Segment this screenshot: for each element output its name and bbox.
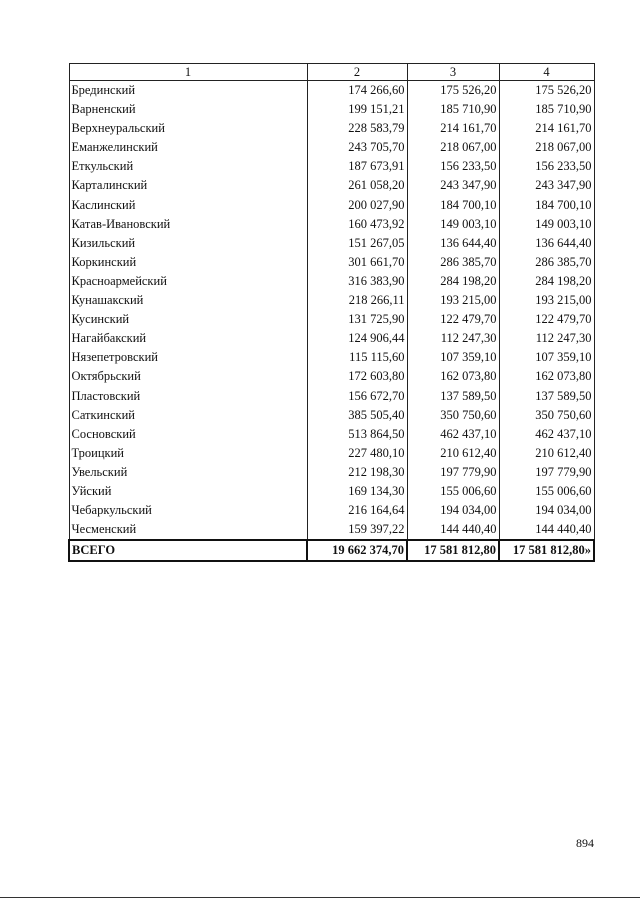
table-row xyxy=(69,482,594,501)
table-row xyxy=(69,387,594,406)
value-col-4-cell: 193 215,00 xyxy=(499,291,594,310)
value-col-4-cell: 137 589,50 xyxy=(499,387,594,406)
region-name-cell: Кусинский xyxy=(69,310,307,329)
value-col-2-cell: 513 864,50 xyxy=(307,425,407,444)
region-name-cell: Варненский xyxy=(69,100,307,119)
value-col-3-cell: 107 359,10 xyxy=(407,348,499,367)
table-body xyxy=(69,64,594,562)
value-col-3-cell: 137 589,50 xyxy=(407,387,499,406)
value-col-3-cell: 144 440,40 xyxy=(407,520,499,540)
value-col-4-cell: 350 750,60 xyxy=(499,406,594,425)
value-col-2-cell: 174 266,60 xyxy=(307,81,407,101)
table-row xyxy=(69,501,594,520)
value-col-4-cell: 136 644,40 xyxy=(499,234,594,253)
total-col-4-cell: 17 581 812,80» xyxy=(499,540,594,561)
value-col-4-cell: 214 161,70 xyxy=(499,119,594,138)
table-row xyxy=(69,329,594,348)
value-col-4-cell: 184 700,10 xyxy=(499,196,594,215)
table-row xyxy=(69,425,594,444)
value-col-3-cell: 193 215,00 xyxy=(407,291,499,310)
value-col-4-cell: 149 003,10 xyxy=(499,215,594,234)
value-col-3-cell: 184 700,10 xyxy=(407,196,499,215)
value-col-4-cell: 155 006,60 xyxy=(499,482,594,501)
region-name-cell: Троицкий xyxy=(69,444,307,463)
value-col-3-cell: 136 644,40 xyxy=(407,234,499,253)
table-row xyxy=(69,234,594,253)
table-row xyxy=(69,406,594,425)
value-col-3-cell: 112 247,30 xyxy=(407,329,499,348)
value-col-2-cell: 216 164,64 xyxy=(307,501,407,520)
value-col-4-cell: 185 710,90 xyxy=(499,100,594,119)
value-col-2-cell: 227 480,10 xyxy=(307,444,407,463)
region-name-cell: Чебаркульский xyxy=(69,501,307,520)
total-col-2-cell: 19 662 374,70 xyxy=(307,540,407,561)
value-col-2-cell: 156 672,70 xyxy=(307,387,407,406)
table-row xyxy=(69,291,594,310)
value-col-3-cell: 243 347,90 xyxy=(407,176,499,195)
value-col-4-cell: 284 198,20 xyxy=(499,272,594,291)
value-col-2-cell: 159 397,22 xyxy=(307,520,407,540)
value-col-4-cell: 175 526,20 xyxy=(499,81,594,101)
region-name-cell: Катав-Ивановский xyxy=(69,215,307,234)
page-number: 894 xyxy=(576,836,594,850)
value-col-2-cell: 261 058,20 xyxy=(307,176,407,195)
value-col-2-cell: 385 505,40 xyxy=(307,406,407,425)
header-col-4: 4 xyxy=(499,64,594,81)
region-name-cell: Сосновский xyxy=(69,425,307,444)
region-name-cell: Кунашакский xyxy=(69,291,307,310)
region-name-cell: Каслинский xyxy=(69,196,307,215)
value-col-4-cell: 122 479,70 xyxy=(499,310,594,329)
table-row xyxy=(69,310,594,329)
table-row xyxy=(69,100,594,119)
value-col-3-cell: 197 779,90 xyxy=(407,463,499,482)
value-col-4-cell: 462 437,10 xyxy=(499,425,594,444)
region-name-cell: Кизильский xyxy=(69,234,307,253)
value-col-2-cell: 160 473,92 xyxy=(307,215,407,234)
value-col-4-cell: 162 073,80 xyxy=(499,367,594,386)
value-col-4-cell: 107 359,10 xyxy=(499,348,594,367)
value-col-2-cell: 243 705,70 xyxy=(307,138,407,157)
value-col-3-cell: 194 034,00 xyxy=(407,501,499,520)
value-col-2-cell: 151 267,05 xyxy=(307,234,407,253)
value-col-2-cell: 218 266,11 xyxy=(307,291,407,310)
region-name-cell: Верхнеуральский xyxy=(69,119,307,138)
value-col-3-cell: 210 612,40 xyxy=(407,444,499,463)
header-col-3: 3 xyxy=(407,64,499,81)
value-col-3-cell: 185 710,90 xyxy=(407,100,499,119)
value-col-3-cell: 162 073,80 xyxy=(407,367,499,386)
data-table xyxy=(68,63,595,562)
value-col-4-cell: 156 233,50 xyxy=(499,157,594,176)
value-col-4-cell: 144 440,40 xyxy=(499,520,594,540)
region-name-cell: Коркинский xyxy=(69,253,307,272)
value-col-2-cell: 115 115,60 xyxy=(307,348,407,367)
value-col-2-cell: 212 198,30 xyxy=(307,463,407,482)
value-col-4-cell: 243 347,90 xyxy=(499,176,594,195)
table-row xyxy=(69,444,594,463)
region-name-cell: Еткульский xyxy=(69,157,307,176)
value-col-2-cell: 124 906,44 xyxy=(307,329,407,348)
value-col-3-cell: 156 233,50 xyxy=(407,157,499,176)
table-row xyxy=(69,196,594,215)
table-row xyxy=(69,119,594,138)
value-col-2-cell: 316 383,90 xyxy=(307,272,407,291)
table-header-row xyxy=(69,64,594,81)
value-col-4-cell: 286 385,70 xyxy=(499,253,594,272)
region-name-cell: Брединский xyxy=(69,81,307,101)
region-name-cell: Уйский xyxy=(69,482,307,501)
value-col-4-cell: 210 612,40 xyxy=(499,444,594,463)
total-col-3-cell: 17 581 812,80 xyxy=(407,540,499,561)
region-name-cell: Красноармейский xyxy=(69,272,307,291)
region-name-cell: Карталинский xyxy=(69,176,307,195)
table-row xyxy=(69,348,594,367)
value-col-2-cell: 199 151,21 xyxy=(307,100,407,119)
table-row xyxy=(69,176,594,195)
value-col-3-cell: 350 750,60 xyxy=(407,406,499,425)
header-col-1: 1 xyxy=(69,64,307,81)
value-col-2-cell: 131 725,90 xyxy=(307,310,407,329)
value-col-3-cell: 175 526,20 xyxy=(407,81,499,101)
region-name-cell: Нязепетровский xyxy=(69,348,307,367)
table-row xyxy=(69,253,594,272)
region-name-cell: Саткинский xyxy=(69,406,307,425)
region-name-cell: Увельский xyxy=(69,463,307,482)
region-name-cell: Еманжелинский xyxy=(69,138,307,157)
table-row xyxy=(69,81,594,101)
table-row xyxy=(69,463,594,482)
value-col-3-cell: 286 385,70 xyxy=(407,253,499,272)
value-col-2-cell: 301 661,70 xyxy=(307,253,407,272)
header-col-2: 2 xyxy=(307,64,407,81)
total-row xyxy=(69,540,594,561)
value-col-4-cell: 197 779,90 xyxy=(499,463,594,482)
value-col-3-cell: 218 067,00 xyxy=(407,138,499,157)
value-col-4-cell: 218 067,00 xyxy=(499,138,594,157)
bottom-rule xyxy=(0,897,640,898)
value-col-4-cell: 112 247,30 xyxy=(499,329,594,348)
table-row xyxy=(69,138,594,157)
region-name-cell: Чесменский xyxy=(69,520,307,540)
region-name-cell: Октябрьский xyxy=(69,367,307,386)
value-col-3-cell: 122 479,70 xyxy=(407,310,499,329)
value-col-3-cell: 155 006,60 xyxy=(407,482,499,501)
value-col-3-cell: 149 003,10 xyxy=(407,215,499,234)
table-row xyxy=(69,520,594,540)
value-col-3-cell: 462 437,10 xyxy=(407,425,499,444)
value-col-4-cell: 194 034,00 xyxy=(499,501,594,520)
value-col-2-cell: 200 027,90 xyxy=(307,196,407,215)
value-col-2-cell: 172 603,80 xyxy=(307,367,407,386)
value-col-2-cell: 187 673,91 xyxy=(307,157,407,176)
region-name-cell: Пластовский xyxy=(69,387,307,406)
value-col-3-cell: 214 161,70 xyxy=(407,119,499,138)
table-row xyxy=(69,272,594,291)
value-col-3-cell: 284 198,20 xyxy=(407,272,499,291)
total-label-cell: ВСЕГО xyxy=(69,540,307,561)
table-row xyxy=(69,157,594,176)
region-name-cell: Нагайбакский xyxy=(69,329,307,348)
table-row xyxy=(69,215,594,234)
value-col-2-cell: 169 134,30 xyxy=(307,482,407,501)
value-col-2-cell: 228 583,79 xyxy=(307,119,407,138)
table-row xyxy=(69,367,594,386)
